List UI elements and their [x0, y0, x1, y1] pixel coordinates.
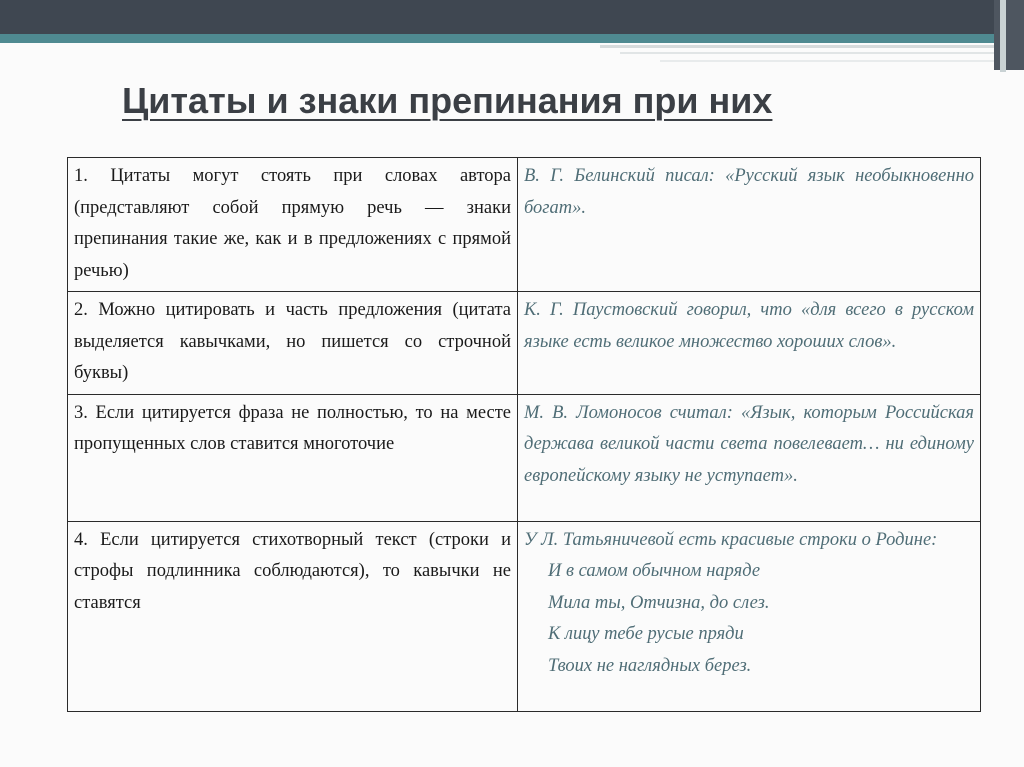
rule-cell: 4. Если цитируется стихотворный текст (строки и строфы подлинника соблюдаются), то кавычки не ставятся: [68, 521, 518, 711]
header-decor-line: [620, 52, 1000, 54]
table-row: [68, 394, 981, 521]
header-corner-block: [994, 0, 1024, 70]
rule-cell: 3. Если цитируется фраза не полностью, то на месте пропущенных слов ставится многоточие: [68, 394, 518, 521]
example-cell: М. В. Ломоносов считал: «Язык, которым Российская держава великой части света повелевает… ни единому европейскому языку не уступает».: [518, 394, 981, 521]
header-bar: [0, 0, 1000, 34]
table-row: [68, 292, 981, 395]
rule-cell: 2. Можно цитировать и часть предложения (цитата выделяется кавычками, но пишется со строчной буквы): [68, 292, 518, 395]
poem-block: [524, 556, 974, 682]
example-intro: У Л. Татьяничевой есть красивые строки о Родине:: [524, 529, 938, 550]
rules-table: [67, 157, 981, 712]
poem-line: Мила ты, Отчизна, до слез.: [548, 592, 770, 613]
example-cell: В. Г. Белинский писал: «Русский язык необыкновенно богат».: [518, 158, 981, 292]
table-row: [68, 521, 981, 711]
poem-line: К лицу тебе русые пряди: [548, 624, 744, 644]
table-row: [68, 158, 981, 292]
rule-cell: 1. Цитаты могут стоять при словах автора (представляют собой прямую речь — знаки препинания такие же, как и в предложениях с прямой речью): [68, 158, 518, 292]
example-cell: [518, 521, 981, 711]
header-corner-highlight: [1000, 0, 1006, 72]
example-cell: К. Г. Паустовский говорил, что «для всего в русском языке есть великое множество хороших слов».: [518, 292, 981, 395]
poem-line: И в самом обычном наряде: [548, 561, 761, 581]
poem-line: Твоих не наглядных берез.: [548, 655, 752, 676]
header-decor-line: [660, 60, 1000, 62]
header-decor-line: [600, 45, 1000, 48]
slide-title: Цитаты и знаки препинания при них: [122, 80, 773, 121]
header-accent-stripe: [0, 34, 1000, 43]
